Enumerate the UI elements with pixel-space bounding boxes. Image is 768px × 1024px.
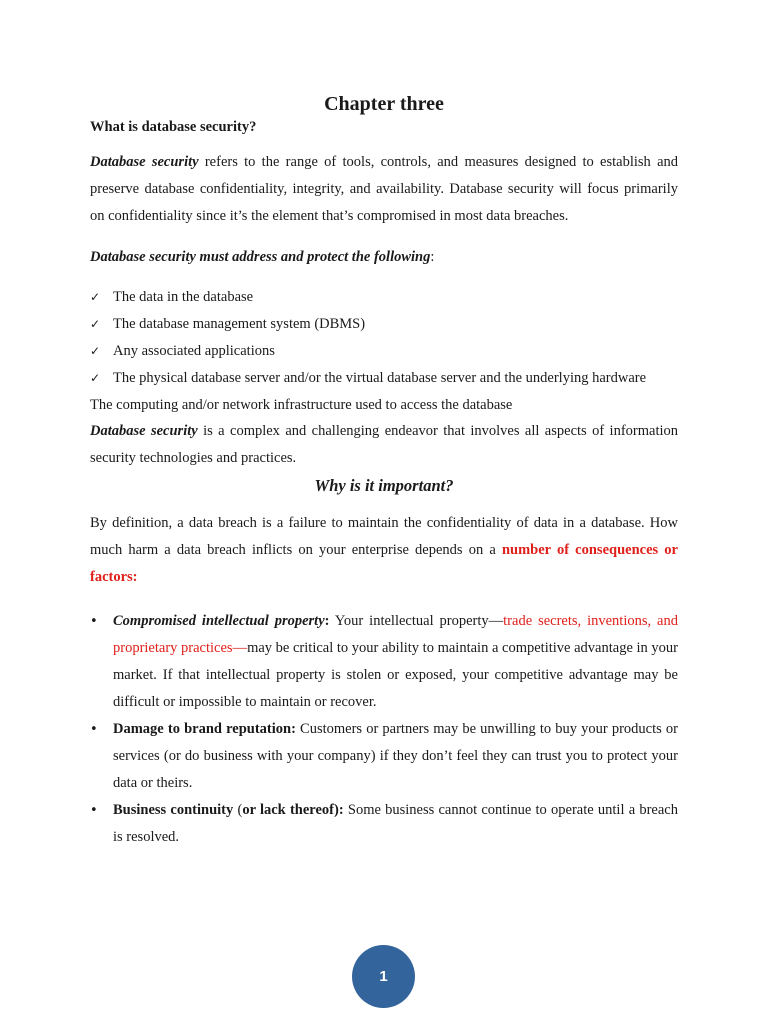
bullet-item	[90, 716, 678, 797]
checklist-item-text: The data in the database	[113, 289, 254, 305]
bullet-item	[90, 797, 678, 851]
bullet-post: may be critical to your ability to maintain a competitive advantage in your market. If that intellectual property is stolen or exposed, your competitive advantage may be difficult or impossible to maintain or recover.	[113, 640, 679, 710]
must-address-text: Database security must address and protect the following	[90, 249, 431, 265]
checklist-item	[90, 311, 678, 338]
bullet-lead-colon: :	[324, 613, 330, 629]
must-address-colon: :	[430, 249, 435, 265]
definition-paragraph	[90, 510, 678, 591]
bullet-lead: Damage to brand reputation:	[113, 721, 296, 737]
checkmark-icon: ✓	[90, 290, 101, 304]
bullet-lead: Business continuity	[113, 802, 234, 818]
bullet-mid: (	[233, 802, 243, 818]
bullet-red-text: trade secrets, inventions, and proprietary practices	[113, 613, 678, 656]
complex-term: Database security	[90, 423, 198, 439]
intro-text: refers to the range of tools, controls, and measures designed to establish and preserve database confidentiality, integrity, and availability. Database security will focus primarily on confidentiality since it’s the element that’s compromised in most data breaches.	[90, 154, 678, 224]
bullet-lead: Compromised intellectual property	[113, 613, 325, 629]
infrastructure-line: The computing and/or network infrastructure used to access the database	[90, 397, 513, 413]
checkmark-icon: ✓	[90, 317, 101, 331]
checklist-item	[90, 365, 678, 392]
checkmark-icon: ✓	[90, 344, 101, 358]
protection-checklist	[90, 284, 678, 392]
section-heading: Why is it important?	[314, 476, 454, 495]
bullet-icon: •	[90, 803, 98, 818]
checklist-item-text: The physical database server and/or the virtual database server and the underlying hardware	[113, 370, 647, 386]
complex-text: is a complex and challenging endeavor that involves all aspects of information security technologies and practices.	[90, 423, 679, 466]
definition-text: By definition, a data breach is a failure to maintain the confidentiality of data in a database. How much harm a data breach inflicts on your enterprise depends on a	[90, 515, 678, 558]
complex-paragraph	[90, 418, 678, 472]
bullet-icon: •	[90, 722, 98, 737]
bullet-lead-2: or lack thereof):	[242, 802, 344, 818]
bullet-pre: Your intellectual property—	[329, 613, 504, 629]
must-address-heading	[90, 249, 678, 266]
intro-term: Database security	[90, 154, 199, 170]
intro-paragraph	[90, 149, 678, 230]
bullet-text: Some business cannot continue to operate until a breach is resolved.	[113, 802, 678, 845]
bullet-icon: •	[90, 614, 98, 629]
bullet-text: Customers or partners may be unwilling to buy your products or services (or do business with your company) if they don’t feel they can trust you to protect your data or theirs.	[113, 721, 678, 791]
bullet-item	[90, 608, 678, 716]
checklist-item-text: The database management system (DBMS)	[113, 316, 366, 332]
consequences-list	[90, 608, 678, 851]
bullet-red-dash: —	[232, 640, 248, 656]
question-heading: What is database security?	[90, 119, 257, 135]
checkmark-icon: ✓	[90, 371, 101, 385]
checklist-item	[90, 284, 678, 311]
checklist-item-text: Any associated applications	[113, 343, 275, 359]
page-title: Chapter three	[324, 93, 444, 115]
definition-highlight: number of consequences or factors:	[90, 542, 678, 585]
page-number-badge: 1	[352, 945, 415, 1008]
checklist-item	[90, 338, 678, 365]
